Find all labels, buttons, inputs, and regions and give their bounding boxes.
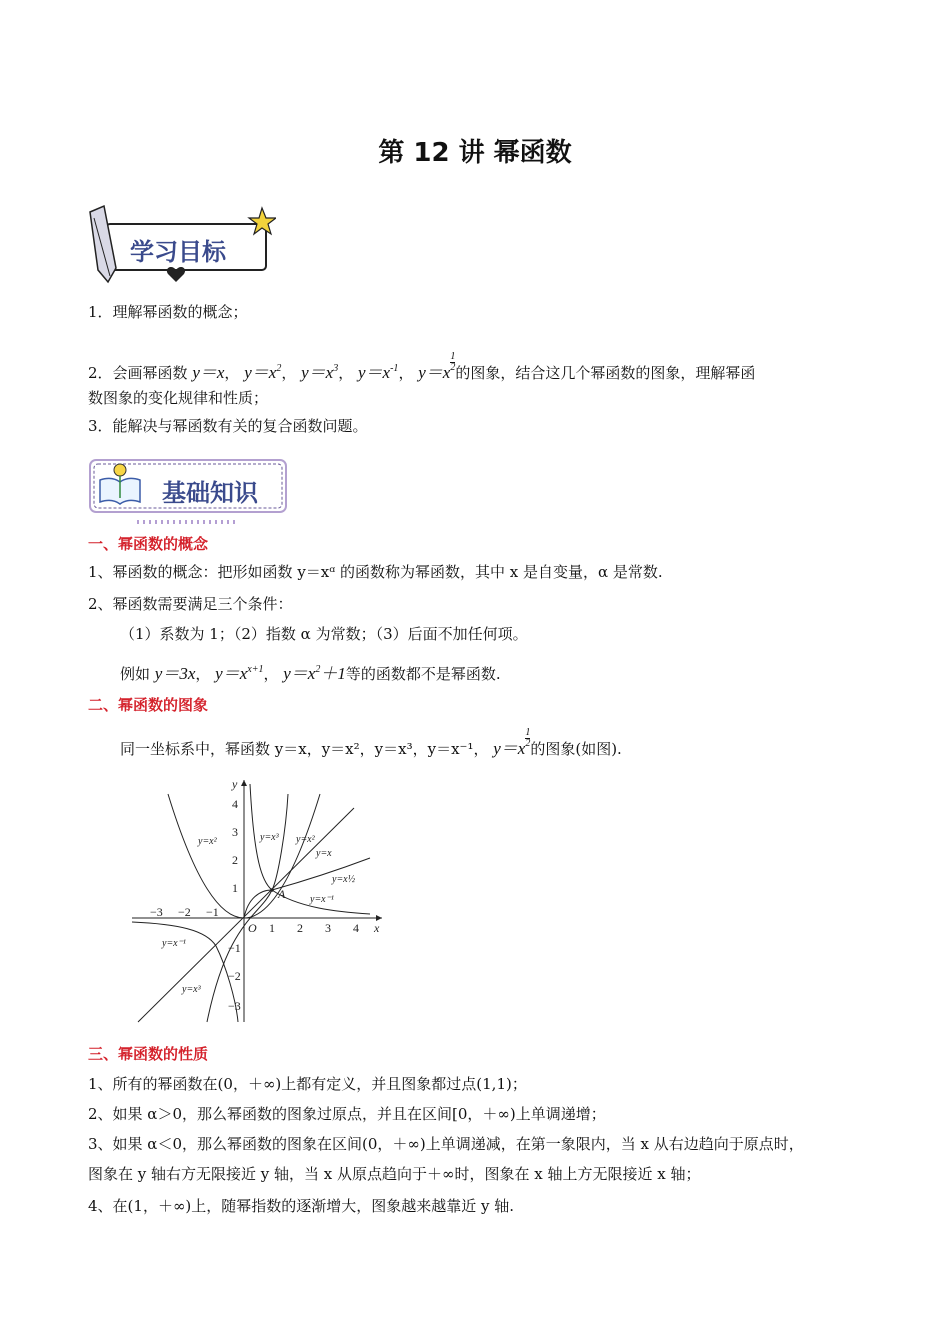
y-tick-label: −1 (228, 941, 241, 955)
sec3-p2: 2、如果 α＞0，那么幂函数的图象过原点，并且在区间[0，＋∞)上单调递增； (88, 1105, 606, 1123)
label-inv-right: y=x⁻¹ (310, 894, 334, 905)
x-tick-label: 1 (269, 921, 275, 935)
sec2-p1: 同一坐标系中，幂函数 y＝x，y＝x²，y＝x³，y＝x⁻¹， y＝x $\frac{1}{2}$ 的图象(如图). (120, 727, 622, 758)
sec3-p1: 1、所有的幂函数在(0，＋∞)上都有定义，并且图象都过点(1,1)； (88, 1075, 527, 1093)
point-a-label: A (278, 887, 286, 901)
x-tick-label: −1 (206, 905, 219, 919)
sec1-p1: 1、幂函数的概念：把形如函数 y＝xᵅ 的函数称为幂函数，其中 x 是自变量，α 是常数. (88, 563, 663, 581)
section-1-heading: 一、幂函数的概念 (88, 535, 209, 553)
x-tick-label: 2 (297, 921, 303, 935)
x-tick-label: 4 (353, 921, 359, 935)
y-tick-label: 2 (232, 853, 238, 867)
basic-knowledge-badge (88, 458, 288, 524)
sec1-p4: 例如 y＝3x， $y=x^{x+1}$， $y=x^2+1$等的函数都不是幂函数. (120, 664, 501, 683)
curve-x (138, 808, 354, 1022)
section-3-heading: 三、幂函数的性质 (88, 1045, 209, 1063)
goal-3: 3．能解决与幂函数有关的复合函数问题。 (88, 417, 368, 435)
y-tick-label: 1 (232, 881, 238, 895)
origin-label: O (248, 921, 257, 935)
x-tick-label: −3 (150, 905, 163, 919)
goal-2-cont: 数图象的变化规律和性质； (88, 389, 269, 407)
label-x2-left: y=x² (198, 836, 217, 847)
x-tick-label: −2 (178, 905, 191, 919)
y-tick-label: 3 (232, 825, 238, 839)
goal-2: 2．会画幂函数 y＝x， $y=x^2$， $y=x^3$， $y=x^{-1}$， y＝x $\frac{1}{2}$ 的图象，结合这几个幂函数的图象，理解幂函 (88, 351, 756, 382)
y-tick-label: −2 (228, 969, 241, 983)
label-x2-right: y=x² (296, 834, 315, 845)
sec1-p3: （1）系数为 1；（2）指数 α 为常数；（3）后面不加任何项。 (120, 625, 528, 643)
learning-goals-badge (86, 198, 276, 284)
power-function-graph (118, 770, 394, 1028)
sec1-p2: 2、幂函数需要满足三个条件： (88, 595, 293, 613)
point-a (270, 888, 274, 892)
basic-knowledge-label: 基础知识 (162, 479, 258, 507)
sec3-p4: 4、在(1，＋∞)上，随幂指数的逐渐增大，图象越来越靠近 y 轴. (88, 1197, 515, 1215)
curve-inv-q3 (132, 922, 238, 1022)
goal-1: 1．理解幂函数的概念； (88, 303, 248, 321)
label-sqrt: y=x½ (332, 874, 356, 885)
label-inv-left: y=x⁻¹ (162, 938, 186, 949)
label-x: y=x (316, 848, 332, 859)
x-axis-label: x (374, 921, 380, 935)
label-x3: y=x³ (260, 832, 279, 843)
label-x3-bottom: y=x³ (182, 984, 201, 995)
x-tick-label: 3 (325, 921, 331, 935)
y-axis-label: y (232, 777, 238, 791)
y-tick-label: 4 (232, 797, 238, 811)
y-tick-label: −3 (228, 999, 241, 1013)
page-title: 第 12 讲 幂函数 (378, 138, 572, 168)
sec3-p3-cont: 图象在 y 轴右方无限接近 y 轴，当 x 从原点趋向于＋∞时，图象在 x 轴上方无限接近 x 轴； (88, 1165, 701, 1183)
section-2-heading: 二、幂函数的图象 (88, 696, 209, 714)
learning-goals-label: 学习目标 (130, 238, 226, 266)
curve-sqrt (244, 858, 370, 918)
sec3-p3: 3、如果 α＜0，那么幂函数的图象在区间(0，＋∞)上单调递减，在第一象限内，当 x 从右边趋向于原点时， (88, 1135, 804, 1153)
